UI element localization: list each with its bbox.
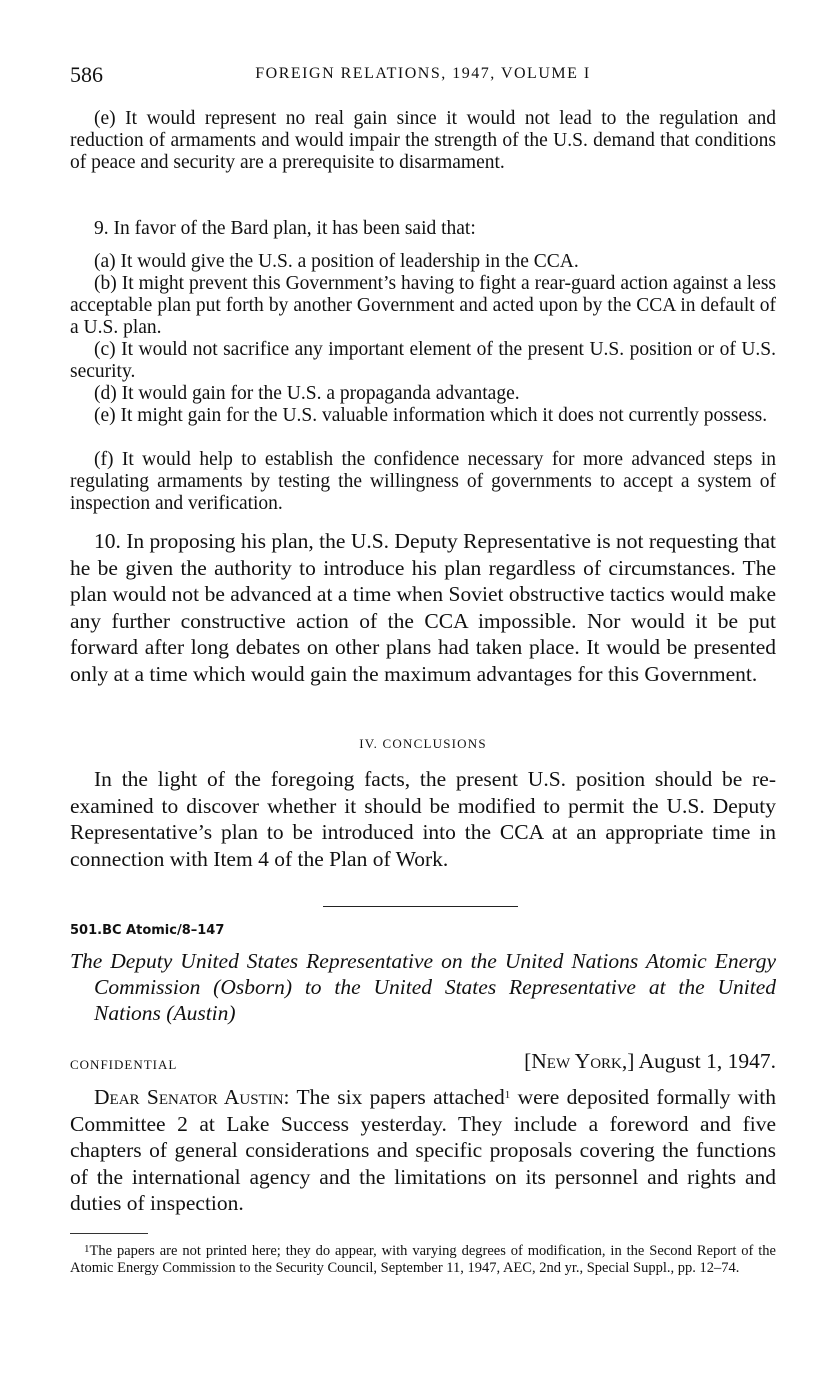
list-item-d: (d) It would gain for the U.S. a propaganda advantage. (94, 383, 520, 404)
dateline-place: [New York,] (524, 1049, 635, 1073)
footnote-marker[interactable]: 1 (504, 1089, 511, 1101)
document-title: The Deputy United States Representative on the United Nations Atomic Energy Commission (Osborn) to the United States Representative at the United Nations (Austin) (70, 949, 776, 1025)
file-number: 501.BC Atomic/8–147 (70, 923, 225, 938)
footnote-number: 1 (84, 1243, 90, 1255)
dateline (524, 1049, 776, 1074)
footnote (70, 1243, 776, 1277)
salutation: Dear Senator Austin: (94, 1085, 290, 1109)
list-item-f: (f) It would help to establish the confidence necessary for more advanced steps in regulating armaments by testing the willingness of governments to accept a system of inspection and verification. (70, 449, 776, 514)
list-item-a: (a) It would give the U.S. a position of leadership in the CCA. (94, 251, 579, 272)
list-item-e: (e) It might gain for the U.S. valuable information which it does not currently possess. (94, 405, 768, 426)
letter-text-start: The six papers attached (296, 1085, 505, 1109)
list-item-c: (c) It would not sacrifice any important element of the present U.S. position or of U.S. security. (70, 339, 776, 382)
paragraph-9: 9. In favor of the Bard plan, it has been said that: (94, 218, 476, 239)
paragraph-8e: (e) It would represent no real gain since it would not lead to the regulation and reduction of armaments and would impair the strength of the U.S. demand that conditions of peace and security are a prerequisite to disarmament. (70, 108, 776, 173)
section-heading: IV. CONCLUSIONS (359, 736, 487, 751)
page-number: 586 (70, 62, 103, 87)
page-header (70, 62, 776, 92)
footnote-divider (70, 1233, 148, 1234)
section-divider (323, 906, 518, 907)
footnote-text: The papers are not printed here; they do appear, with varying degrees of modification, in the Second Report of the Atomic Energy Commission to the Security Council, September 11, 1947, AEC, 2nd yr., Special Suppl., pp. 12–74. (70, 1243, 776, 1276)
list-item-b: (b) It might prevent this Government’s having to fight a rear-guard action against a less acceptable plan put forth by another Government and acted upon by the CCA in default of a U.S. plan. (70, 273, 776, 338)
letter-body (70, 1084, 776, 1217)
paragraph-10: 10. In proposing his plan, the U.S. Deputy Representative is not requesting that he be given the authority to introduce his plan regardless of circumstances. The plan would not be advanced at a time when Soviet obstructive tactics would make any further constructive action of the CCA impossible. Nor would it be put forward after long debates on other plans had taken place. It would be presented only at a time which would gain the maximum advantages for this Government. (70, 529, 776, 686)
dateline-date: August 1, 1947. (638, 1049, 776, 1073)
letter-text-rest: were deposited formally with Committee 2 at Lake Success yesterday. They include a foreword and five chapters of general considerations and specific proposals covering the functions of the international agency and the limitations on its personnel and rights and duties of inspection. (70, 1085, 777, 1215)
classification-label: CONFIDENTIAL (70, 1057, 178, 1072)
conclusion-paragraph: In the light of the foregoing facts, the present U.S. position should be re-examined to discover whether it should be modified to permit the U.S. Deputy Representative’s plan to be introduced into the CCA at an appropriate time in connection with Item 4 of the Plan of Work. (70, 767, 776, 871)
running-title: FOREIGN RELATIONS, 1947, VOLUME I (255, 65, 591, 82)
